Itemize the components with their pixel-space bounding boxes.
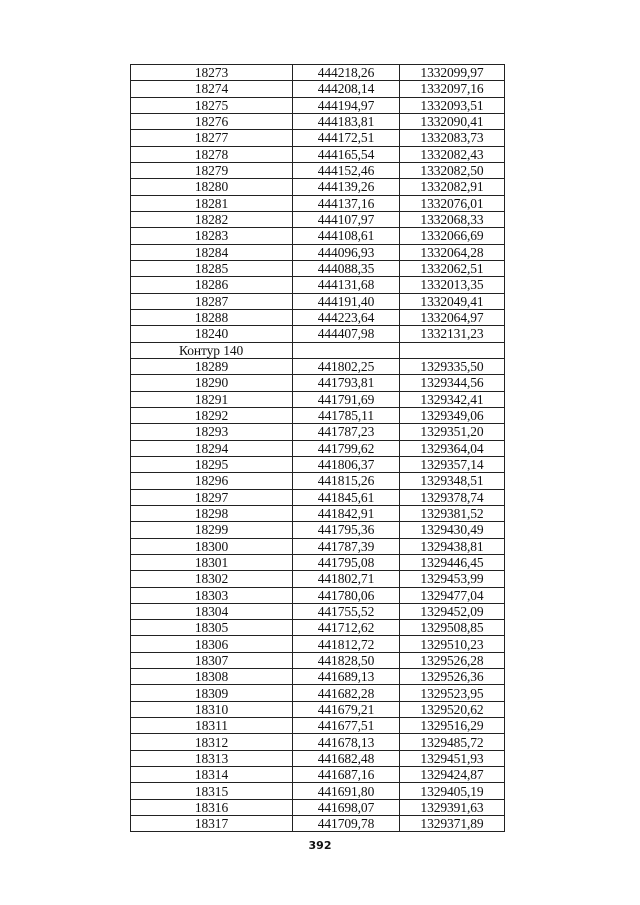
point-number-cell: 18299 [131,522,293,538]
point-number-cell: 18314 [131,767,293,783]
y-coordinate-cell: 1332082,43 [400,146,505,162]
point-number-cell: 18240 [131,326,293,342]
y-coordinate-cell: 1332099,97 [400,65,505,81]
x-coordinate-cell: 441795,36 [293,522,400,538]
y-coordinate-cell: 1329391,63 [400,799,505,815]
table-row [131,424,505,440]
x-coordinate-cell: 441815,26 [293,473,400,489]
y-coordinate-cell: 1329485,72 [400,734,505,750]
point-number-cell: 18305 [131,620,293,636]
point-number-cell: 18307 [131,652,293,668]
point-number-cell: 18315 [131,783,293,799]
table-row [131,440,505,456]
y-coordinate-cell: 1329364,04 [400,440,505,456]
y-coordinate-cell: 1329453,99 [400,571,505,587]
point-number-cell: 18291 [131,391,293,407]
table-row [131,489,505,505]
y-coordinate-cell: 1329348,51 [400,473,505,489]
x-coordinate-cell: 444152,46 [293,162,400,178]
y-coordinate-cell: 1332066,69 [400,228,505,244]
point-number-cell: 18303 [131,587,293,603]
x-coordinate-cell: 441709,78 [293,816,400,832]
point-number-cell: 18294 [131,440,293,456]
table-row [131,277,505,293]
y-coordinate-cell: 1329405,19 [400,783,505,799]
y-coordinate-cell: 1332090,41 [400,113,505,129]
point-number-cell: 18304 [131,603,293,619]
y-coordinate-cell: 1329344,56 [400,375,505,391]
point-number-cell: 18274 [131,81,293,97]
y-coordinate-cell: 1332083,73 [400,130,505,146]
point-number-cell: 18278 [131,146,293,162]
table-row [131,293,505,309]
x-coordinate-cell: 444183,81 [293,113,400,129]
point-number-cell: 18289 [131,358,293,374]
y-coordinate-cell: 1329342,41 [400,391,505,407]
point-number-cell: 18276 [131,113,293,129]
point-number-cell: 18309 [131,685,293,701]
point-number-cell: 18290 [131,375,293,391]
table-row [131,669,505,685]
x-coordinate-cell: 444194,97 [293,97,400,113]
table-row [131,456,505,472]
y-coordinate-cell: 1329523,95 [400,685,505,701]
x-coordinate-cell: 444218,26 [293,65,400,81]
y-coordinate-cell: 1329452,09 [400,603,505,619]
x-coordinate-cell: 444172,51 [293,130,400,146]
table-row [131,162,505,178]
table-row [131,522,505,538]
y-coordinate-cell: 1329508,85 [400,620,505,636]
x-coordinate-cell: 441785,11 [293,407,400,423]
table-row [131,718,505,734]
point-number-cell: 18295 [131,456,293,472]
point-number-cell: 18306 [131,636,293,652]
table-row [131,750,505,766]
x-coordinate-cell: 444137,16 [293,195,400,211]
x-coordinate-cell: 444088,35 [293,260,400,276]
table-row [131,799,505,815]
x-coordinate-cell: 441845,61 [293,489,400,505]
contour-label: Контур 140 [131,342,293,358]
point-number-cell: 18292 [131,407,293,423]
y-coordinate-cell: 1329351,20 [400,424,505,440]
x-coordinate-cell: 441679,21 [293,701,400,717]
x-coordinate-cell: 441682,28 [293,685,400,701]
x-coordinate-cell: 441802,25 [293,358,400,374]
x-coordinate-cell: 441691,80 [293,783,400,799]
table-row [131,816,505,832]
point-number-cell: 18312 [131,734,293,750]
point-number-cell: 18273 [131,65,293,81]
x-coordinate-cell: 444096,93 [293,244,400,260]
y-coordinate-cell: 1329357,14 [400,456,505,472]
x-coordinate-cell: 441828,50 [293,652,400,668]
x-coordinate-cell: 444108,61 [293,228,400,244]
x-coordinate-cell: 441682,48 [293,750,400,766]
y-coordinate-cell: 1332062,51 [400,260,505,276]
table-row [131,571,505,587]
table-row [131,734,505,750]
point-number-cell: 18275 [131,97,293,113]
y-coordinate-cell: 1329516,29 [400,718,505,734]
table-row [131,146,505,162]
table-row [131,473,505,489]
y-coordinate-cell: 1332076,01 [400,195,505,211]
point-number-cell: 18313 [131,750,293,766]
y-coordinate-cell: 1329438,81 [400,538,505,554]
y-coordinate-cell: 1329430,49 [400,522,505,538]
y-coordinate-cell: 1329424,87 [400,767,505,783]
table-row [131,603,505,619]
y-coordinate-cell: 1329451,93 [400,750,505,766]
x-coordinate-cell: 441791,69 [293,391,400,407]
table-row [131,701,505,717]
y-coordinate-cell: 1332064,28 [400,244,505,260]
y-coordinate-cell: 1329381,52 [400,505,505,521]
table-row [131,195,505,211]
y-coordinate-cell: 1329520,62 [400,701,505,717]
table-row [131,375,505,391]
page-number: 392 [308,839,332,852]
table-row [131,587,505,603]
x-coordinate-cell: 444165,54 [293,146,400,162]
point-number-cell: 18286 [131,277,293,293]
table-row [131,97,505,113]
y-coordinate-cell: 1332082,50 [400,162,505,178]
y-coordinate-cell: 1329526,28 [400,652,505,668]
table-row [131,326,505,342]
point-number-cell: 18316 [131,799,293,815]
table-row [131,228,505,244]
x-coordinate-cell: 444107,97 [293,211,400,227]
table-row [131,391,505,407]
point-number-cell: 18285 [131,260,293,276]
table-row [131,260,505,276]
x-coordinate-cell: 441677,51 [293,718,400,734]
point-number-cell: 18298 [131,505,293,521]
table-row [131,130,505,146]
point-number-cell: 18279 [131,162,293,178]
y-coordinate-cell: 1332068,33 [400,211,505,227]
x-coordinate-cell: 441712,62 [293,620,400,636]
x-coordinate-cell: 441698,07 [293,799,400,815]
x-coordinate-cell [293,342,400,358]
table-row [131,636,505,652]
y-coordinate-cell: 1329349,06 [400,407,505,423]
point-number-cell: 18301 [131,554,293,570]
table-row [131,620,505,636]
table-row [131,783,505,799]
x-coordinate-cell: 441793,81 [293,375,400,391]
table-row [131,554,505,570]
y-coordinate-cell: 1332013,35 [400,277,505,293]
y-coordinate-cell: 1332082,91 [400,179,505,195]
point-number-cell: 18281 [131,195,293,211]
table-row [131,407,505,423]
y-coordinate-cell [400,342,505,358]
point-number-cell: 18283 [131,228,293,244]
point-number-cell: 18311 [131,718,293,734]
point-number-cell: 18317 [131,816,293,832]
x-coordinate-cell: 441687,16 [293,767,400,783]
table-row [131,81,505,97]
x-coordinate-cell: 444131,68 [293,277,400,293]
table-row [131,652,505,668]
coordinates-table [130,64,505,832]
y-coordinate-cell: 1332093,51 [400,97,505,113]
point-number-cell: 18288 [131,309,293,325]
point-number-cell: 18300 [131,538,293,554]
y-coordinate-cell: 1329526,36 [400,669,505,685]
point-number-cell: 18296 [131,473,293,489]
coordinates-table-body [131,65,505,832]
table-row [131,113,505,129]
y-coordinate-cell: 1332049,41 [400,293,505,309]
table-row [131,358,505,374]
point-number-cell: 18284 [131,244,293,260]
x-coordinate-cell: 441689,13 [293,669,400,685]
x-coordinate-cell: 441799,62 [293,440,400,456]
point-number-cell: 18310 [131,701,293,717]
point-number-cell: 18308 [131,669,293,685]
x-coordinate-cell: 441787,39 [293,538,400,554]
point-number-cell: 18277 [131,130,293,146]
y-coordinate-cell: 1329378,74 [400,489,505,505]
table-row [131,685,505,701]
x-coordinate-cell: 444223,64 [293,309,400,325]
x-coordinate-cell: 441812,72 [293,636,400,652]
point-number-cell: 18297 [131,489,293,505]
table-row [131,767,505,783]
x-coordinate-cell: 441787,23 [293,424,400,440]
point-number-cell: 18280 [131,179,293,195]
y-coordinate-cell: 1329446,45 [400,554,505,570]
y-coordinate-cell: 1332097,16 [400,81,505,97]
x-coordinate-cell: 441755,52 [293,603,400,619]
x-coordinate-cell: 441806,37 [293,456,400,472]
x-coordinate-cell: 444407,98 [293,326,400,342]
x-coordinate-cell: 441795,08 [293,554,400,570]
y-coordinate-cell: 1329371,89 [400,816,505,832]
x-coordinate-cell: 444191,40 [293,293,400,309]
x-coordinate-cell: 441678,13 [293,734,400,750]
x-coordinate-cell: 441802,71 [293,571,400,587]
y-coordinate-cell: 1332064,97 [400,309,505,325]
x-coordinate-cell: 444208,14 [293,81,400,97]
point-number-cell: 18282 [131,211,293,227]
point-number-cell: 18287 [131,293,293,309]
table-row [131,211,505,227]
point-number-cell: 18293 [131,424,293,440]
x-coordinate-cell: 441842,91 [293,505,400,521]
table-row [131,309,505,325]
y-coordinate-cell: 1329335,50 [400,358,505,374]
y-coordinate-cell: 1329510,23 [400,636,505,652]
x-coordinate-cell: 441780,06 [293,587,400,603]
table-row [131,244,505,260]
table-row [131,505,505,521]
x-coordinate-cell: 444139,26 [293,179,400,195]
y-coordinate-cell: 1329477,04 [400,587,505,603]
contour-header-row [131,342,505,358]
table-row [131,179,505,195]
y-coordinate-cell: 1332131,23 [400,326,505,342]
point-number-cell: 18302 [131,571,293,587]
table-row [131,65,505,81]
table-row [131,538,505,554]
